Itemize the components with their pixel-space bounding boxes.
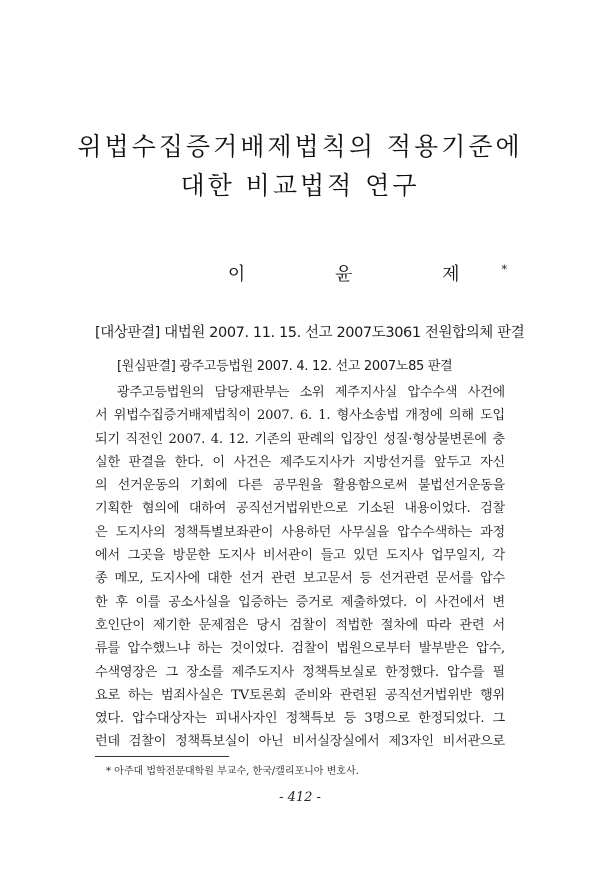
body-line: 한 후 이를 공소사실을 입증하는 증거로 제출하였다. 이 사건에서 변 xyxy=(95,594,505,610)
body-text xyxy=(95,381,505,754)
footnote-divider xyxy=(95,756,229,757)
paper-title-line-2: 대한 비교법적 연구 xyxy=(180,171,420,200)
body-line: 광주고등법원의 담당재판부는 소위 제주지사실 압수수색 사건에 xyxy=(117,385,505,400)
body-line: 요로 하는 범죄사실은 TV토론회 준비와 관련된 공직선거법위반 행위 xyxy=(95,687,505,703)
original-case-citation: [원심판결] 광주고등법원 2007. 4. 12. 선고 2007노85 판결 xyxy=(117,359,453,374)
body-line: 였다. 압수대상자는 피내사자인 정책특보 등 3명으로 한정되었다. 그 xyxy=(95,711,505,727)
author-footnote: * 아주대 법학전문대학원 부교수, 한국/캘리포니아 변호사. xyxy=(106,766,359,777)
body-line: 서 위법수집증거배제법칙이 2007. 6. 1. 형사소송법 개정에 의해 도입 xyxy=(95,408,505,424)
body-line: 류를 압수했느냐 하는 것이었다. 검찰이 법원으로부터 발부받은 압수, xyxy=(95,641,505,657)
target-case-citation: [대상판결] 대법원 2007. 11. 15. 선고 2007도3061 전원합의체 판결 xyxy=(95,325,525,341)
author-name: 이 윤 제 xyxy=(227,264,502,285)
body-line: 종 메모, 도지사에 대한 선거 관련 보고문서 등 선거관련 문서를 압수 xyxy=(95,571,505,587)
body-line: 수색영장은 그 장소를 제주도지사 정책특보실로 한정했다. 압수를 필 xyxy=(95,664,505,680)
author-footnote-mark: * xyxy=(501,263,507,276)
body-line: 호인단이 제기한 문제점은 당시 검찰이 적법한 절차에 따라 관련 서 xyxy=(95,617,505,633)
body-line: 은 도지사의 정책특별보좌관이 사용하던 사무실을 압수수색하는 과정 xyxy=(95,524,505,540)
author xyxy=(228,260,507,286)
body-line: 기획한 혐의에 대하여 공직선거법위반으로 기소된 내용이었다. 검찰 xyxy=(95,501,505,517)
body-line: 실한 판결을 한다. 이 사건은 제주도지사가 지방선거를 앞두고 자신 xyxy=(95,454,505,470)
body-line: 에서 그곳을 방문한 도지사 비서관이 들고 있던 도지사 업무일지, 각 xyxy=(95,548,505,564)
body-line: 런데 검찰이 정책특보실이 아닌 비서실장실에서 제3자인 비서관으로 xyxy=(95,734,505,750)
page-number: - 412 - xyxy=(279,790,321,805)
body-line: 되기 직전인 2007. 4. 12. 기존의 판례의 입장인 성질·형상불변론에 충 xyxy=(95,431,505,447)
paper-title-line-1: 위법수집증거배제법칙의 적용기준에 xyxy=(77,132,523,161)
body-line: 의 선거운동의 기회에 다른 공무원을 활용함으로써 불법선거운동을 xyxy=(95,478,505,494)
